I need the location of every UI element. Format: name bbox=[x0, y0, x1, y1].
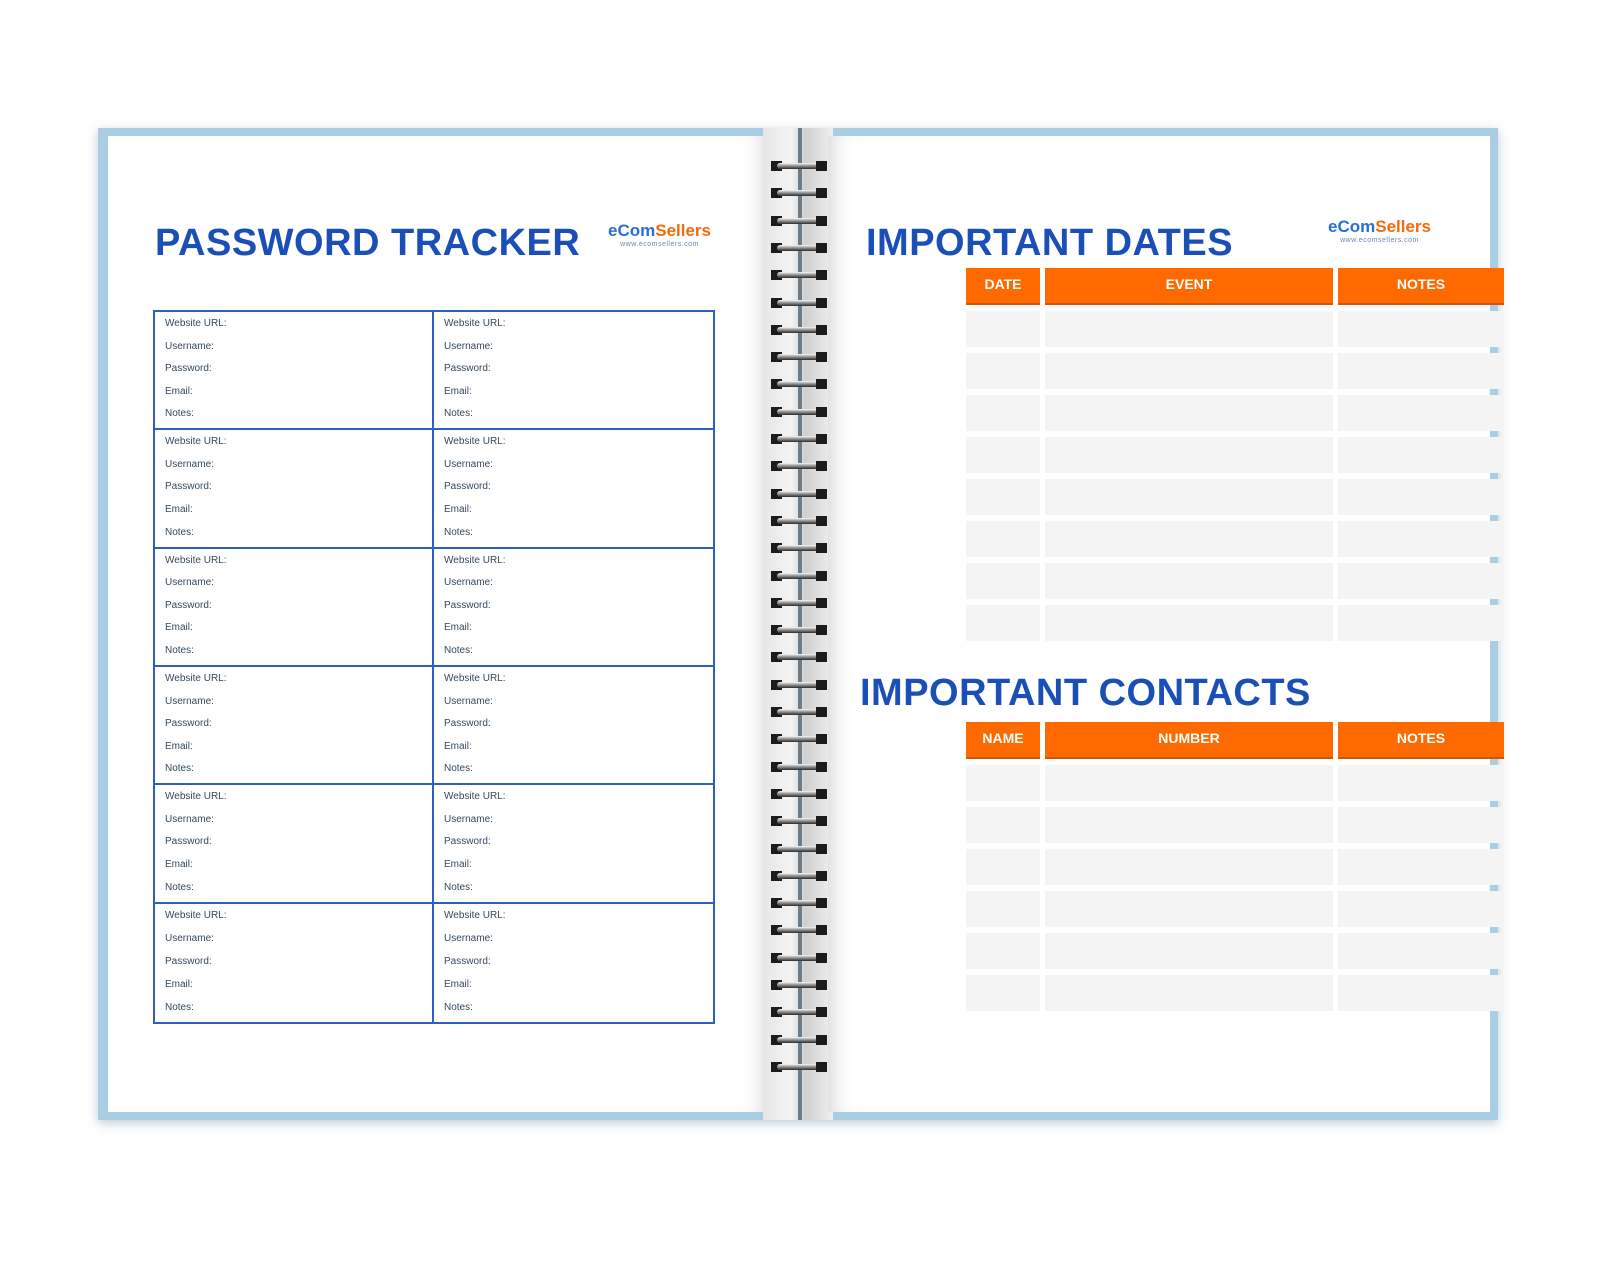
field-label: Password: bbox=[444, 955, 491, 967]
table-row bbox=[966, 975, 1504, 1011]
field-label: Email: bbox=[165, 385, 193, 397]
page-title-password-tracker: PASSWORD TRACKER bbox=[155, 222, 581, 264]
table-cell bbox=[1045, 479, 1333, 515]
table-cell bbox=[966, 933, 1040, 969]
field-label: Email: bbox=[165, 859, 193, 871]
table-cell bbox=[1338, 311, 1504, 347]
table-body bbox=[966, 765, 1504, 1011]
spiral-ring bbox=[771, 351, 827, 363]
spiral-ring bbox=[771, 460, 827, 472]
spiral-ring bbox=[771, 679, 827, 691]
table-cell bbox=[1338, 765, 1504, 801]
field-label: Password: bbox=[444, 481, 491, 493]
password-entry-block bbox=[155, 904, 434, 1022]
field-label: Email: bbox=[444, 859, 472, 871]
field-label: Website URL: bbox=[444, 436, 506, 448]
table-row bbox=[966, 353, 1504, 389]
spiral-ring bbox=[771, 788, 827, 800]
table-cell bbox=[1045, 521, 1333, 557]
field-label: Notes: bbox=[165, 644, 194, 656]
table-cell bbox=[1045, 891, 1333, 927]
table-cell bbox=[1338, 605, 1504, 641]
table-cell bbox=[1045, 605, 1333, 641]
table-cell bbox=[1338, 975, 1504, 1011]
table-row bbox=[966, 933, 1504, 969]
field-label: Notes: bbox=[165, 526, 194, 538]
password-entry-block bbox=[434, 904, 713, 1022]
field-label: Password: bbox=[165, 599, 212, 611]
spiral-ring bbox=[771, 215, 827, 227]
field-label: Email: bbox=[444, 740, 472, 752]
table-cell bbox=[1338, 849, 1504, 885]
spiral-ring bbox=[771, 297, 827, 309]
column-header-notes: NOTES bbox=[1338, 268, 1504, 305]
table-row bbox=[966, 765, 1504, 801]
field-label: Website URL: bbox=[444, 554, 506, 566]
section-title-important-dates: IMPORTANT DATES bbox=[866, 222, 1234, 264]
table-cell bbox=[1338, 479, 1504, 515]
table-cell bbox=[1045, 765, 1333, 801]
column-header-notes: NOTES bbox=[1338, 722, 1504, 759]
spiral-ring bbox=[771, 1034, 827, 1046]
password-entry-block bbox=[434, 785, 713, 903]
field-label: Username: bbox=[444, 340, 493, 352]
table-cell bbox=[966, 605, 1040, 641]
table-cell bbox=[1045, 563, 1333, 599]
table-row bbox=[966, 521, 1504, 557]
spiral-ring bbox=[771, 843, 827, 855]
ecomsellers-logo bbox=[1328, 218, 1431, 245]
field-label: Username: bbox=[165, 813, 214, 825]
table-body bbox=[966, 311, 1504, 641]
field-label: Password: bbox=[165, 481, 212, 493]
spiral-ring bbox=[771, 160, 827, 172]
table-cell bbox=[1338, 437, 1504, 473]
spiral-ring bbox=[771, 924, 827, 936]
logo-url: www.ecomsellers.com bbox=[620, 241, 699, 248]
table-cell bbox=[966, 849, 1040, 885]
spiral-ring bbox=[771, 324, 827, 336]
field-label: Password: bbox=[444, 599, 491, 611]
field-label: Email: bbox=[165, 622, 193, 634]
spiral-binding bbox=[763, 128, 833, 1120]
spiral-ring bbox=[771, 1006, 827, 1018]
field-label: Notes: bbox=[444, 526, 473, 538]
logo-wordmark: eComSellers bbox=[1328, 217, 1431, 236]
table-cell bbox=[966, 479, 1040, 515]
field-label: Username: bbox=[444, 932, 493, 944]
column-header-date: DATE bbox=[966, 268, 1040, 305]
column-header-number: NUMBER bbox=[1045, 722, 1333, 759]
password-entry-block bbox=[155, 549, 434, 667]
table-cell bbox=[966, 353, 1040, 389]
field-label: Password: bbox=[444, 718, 491, 730]
field-label: Password: bbox=[165, 836, 212, 848]
table-cell bbox=[966, 765, 1040, 801]
table-cell bbox=[966, 563, 1040, 599]
spiral-ring bbox=[771, 242, 827, 254]
password-entry-grid bbox=[153, 310, 715, 1024]
table-cell bbox=[1045, 975, 1333, 1011]
spiral-ring bbox=[771, 815, 827, 827]
field-label: Username: bbox=[444, 695, 493, 707]
field-label: Email: bbox=[444, 622, 472, 634]
column-header-name: NAME bbox=[966, 722, 1040, 759]
field-label: Notes: bbox=[444, 408, 473, 420]
right-page bbox=[828, 136, 1490, 1112]
field-label: Email: bbox=[444, 385, 472, 397]
table-row bbox=[966, 849, 1504, 885]
spiral-ring bbox=[771, 378, 827, 390]
field-label: Username: bbox=[444, 813, 493, 825]
table-cell bbox=[1045, 437, 1333, 473]
field-label: Website URL: bbox=[444, 791, 506, 803]
field-label: Email: bbox=[165, 740, 193, 752]
table-row bbox=[966, 605, 1504, 641]
spiral-ring bbox=[771, 733, 827, 745]
table-cell bbox=[1338, 521, 1504, 557]
spiral-ring bbox=[771, 706, 827, 718]
password-entry-block bbox=[155, 312, 434, 430]
table-row bbox=[966, 395, 1504, 431]
field-label: Website URL: bbox=[165, 791, 227, 803]
table-header bbox=[966, 268, 1504, 305]
table-cell bbox=[966, 807, 1040, 843]
field-label: Website URL: bbox=[165, 554, 227, 566]
left-page bbox=[108, 136, 768, 1112]
spiral-ring bbox=[771, 1061, 827, 1073]
spiral-ring bbox=[771, 269, 827, 281]
field-label: Email: bbox=[165, 978, 193, 990]
field-label: Email: bbox=[165, 504, 193, 516]
field-label: Notes: bbox=[165, 1001, 194, 1013]
spiral-ring bbox=[771, 651, 827, 663]
field-label: Notes: bbox=[165, 408, 194, 420]
table-cell bbox=[966, 891, 1040, 927]
table-cell bbox=[1338, 891, 1504, 927]
spiral-ring bbox=[771, 187, 827, 199]
table-cell bbox=[1045, 353, 1333, 389]
table-row bbox=[966, 437, 1504, 473]
table-cell bbox=[1045, 849, 1333, 885]
spiral-ring bbox=[771, 979, 827, 991]
spiral-ring bbox=[771, 624, 827, 636]
table-cell bbox=[1338, 933, 1504, 969]
table-cell bbox=[1045, 311, 1333, 347]
spiral-ring bbox=[771, 406, 827, 418]
field-label: Password: bbox=[444, 836, 491, 848]
table-cell bbox=[966, 521, 1040, 557]
field-label: Username: bbox=[165, 932, 214, 944]
table-cell bbox=[966, 437, 1040, 473]
field-label: Username: bbox=[444, 458, 493, 470]
important-dates-table bbox=[966, 268, 1504, 641]
field-label: Email: bbox=[444, 978, 472, 990]
password-entry-block bbox=[155, 430, 434, 548]
field-label: Website URL: bbox=[165, 318, 227, 329]
field-label: Notes: bbox=[444, 644, 473, 656]
field-label: Notes: bbox=[444, 1001, 473, 1013]
field-label: Email: bbox=[444, 504, 472, 516]
field-label: Website URL: bbox=[165, 673, 227, 684]
spiral-ring bbox=[771, 952, 827, 964]
table-cell bbox=[966, 975, 1040, 1011]
field-label: Website URL: bbox=[165, 909, 227, 921]
field-label: Website URL: bbox=[444, 318, 506, 329]
table-cell bbox=[1045, 395, 1333, 431]
password-entry-block bbox=[434, 430, 713, 548]
field-label: Username: bbox=[165, 577, 214, 589]
table-cell bbox=[1045, 933, 1333, 969]
field-label: Notes: bbox=[165, 763, 194, 775]
table-cell bbox=[1338, 353, 1504, 389]
table-header bbox=[966, 722, 1504, 759]
table-cell bbox=[1338, 563, 1504, 599]
ecomsellers-logo bbox=[608, 222, 711, 249]
password-entry-block bbox=[155, 667, 434, 785]
field-label: Notes: bbox=[165, 881, 194, 893]
field-label: Notes: bbox=[444, 881, 473, 893]
table-row bbox=[966, 807, 1504, 843]
password-entry-block bbox=[434, 667, 713, 785]
spiral-ring bbox=[771, 542, 827, 554]
important-contacts-table bbox=[966, 722, 1504, 1011]
password-entry-block bbox=[434, 312, 713, 430]
field-label: Website URL: bbox=[444, 673, 506, 684]
table-row bbox=[966, 311, 1504, 347]
spiral-ring bbox=[771, 515, 827, 527]
table-cell bbox=[966, 311, 1040, 347]
spiral-ring bbox=[771, 870, 827, 882]
field-label: Website URL: bbox=[444, 909, 506, 921]
table-row bbox=[966, 563, 1504, 599]
table-cell bbox=[1045, 807, 1333, 843]
field-label: Password: bbox=[165, 955, 212, 967]
spiral-ring bbox=[771, 433, 827, 445]
section-title-important-contacts: IMPORTANT CONTACTS bbox=[860, 672, 1311, 714]
password-entry-block bbox=[155, 785, 434, 903]
open-spiral-notebook bbox=[98, 128, 1498, 1120]
field-label: Password: bbox=[165, 718, 212, 730]
field-label: Password: bbox=[165, 363, 212, 375]
table-row bbox=[966, 479, 1504, 515]
field-label: Username: bbox=[165, 340, 214, 352]
logo-wordmark: eComSellers bbox=[608, 221, 711, 240]
spiral-ring bbox=[771, 570, 827, 582]
table-cell bbox=[1338, 395, 1504, 431]
field-label: Website URL: bbox=[165, 436, 227, 448]
field-label: Username: bbox=[444, 577, 493, 589]
table-cell bbox=[966, 395, 1040, 431]
field-label: Username: bbox=[165, 458, 214, 470]
spiral-ring bbox=[771, 897, 827, 909]
spiral-ring bbox=[771, 597, 827, 609]
field-label: Username: bbox=[165, 695, 214, 707]
field-label: Notes: bbox=[444, 763, 473, 775]
table-cell bbox=[1338, 807, 1504, 843]
column-header-event: EVENT bbox=[1045, 268, 1333, 305]
logo-url: www.ecomsellers.com bbox=[1340, 237, 1419, 244]
spiral-ring bbox=[771, 761, 827, 773]
password-entry-block bbox=[434, 549, 713, 667]
field-label: Password: bbox=[444, 363, 491, 375]
spiral-ring bbox=[771, 488, 827, 500]
table-row bbox=[966, 891, 1504, 927]
